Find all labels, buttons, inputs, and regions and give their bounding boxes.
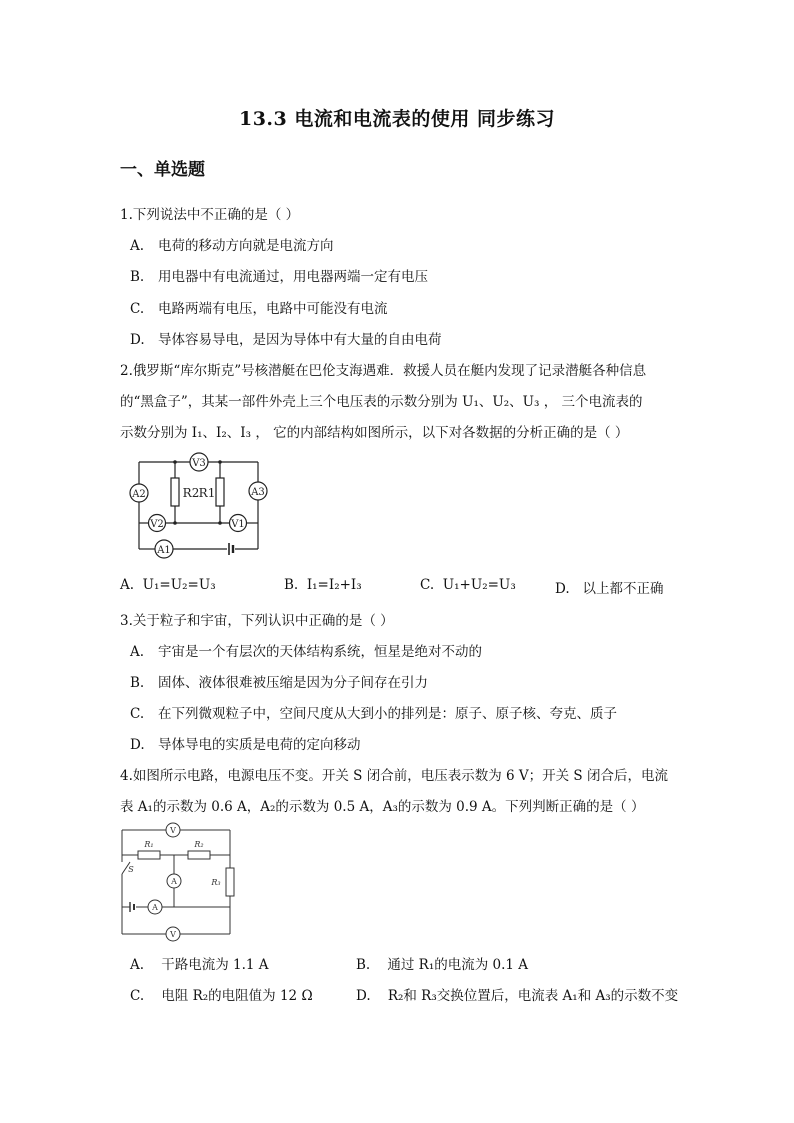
q4-meter-a-mid-label: A (171, 877, 177, 886)
option-text: 宇宙是一个有层次的天体结构系统，恒星是绝对不动的 (158, 644, 482, 660)
q2-stem-line3: 示数分别为 I₁、I₂、I₃ ， 它的内部结构如图所示，以下对各数据的分析正确的是（ ） (120, 425, 629, 441)
q2-option-a (120, 577, 216, 593)
meter-v1-label: V1 (231, 519, 245, 530)
q4-resistor-r3-label: R₃ (211, 878, 221, 887)
q3-option-a (130, 640, 482, 660)
q4-resistor-r1-label: R₁ (144, 840, 154, 849)
q2-option-d (555, 577, 664, 597)
option-text: I₁=I₂+I₃ (306, 577, 362, 593)
option-key: C. (130, 301, 145, 317)
q2-stem-line1: 2.俄罗斯“库尔斯克”号核潜艇在巴伦支海遇难．救援人员在艇内发现了记录潜艇各种信息 (120, 363, 647, 379)
option-key: A. (130, 238, 145, 254)
q3-stem: 3.关于粒子和宇宙，下列认识中正确的是（ ） (120, 613, 394, 629)
q2-circuit-diagram (125, 452, 275, 564)
q4-stem-line1: 4.如图所示电路，电源电压不变。开关 S 闭合前，电压表示数为 6 V；开关 S 闭合后，电流 (120, 768, 668, 784)
option-key: A. (130, 957, 145, 973)
q4-meter-v-top-label: V (170, 826, 176, 835)
option-text: 通过 R₁的电流为 0.1 A (387, 957, 529, 973)
option-text: U₁=U₂=U₃ (142, 577, 216, 593)
q4-resistor-r2-label: R₂ (194, 840, 204, 849)
option-text: 固体、液体很难被压缩是因为分子间存在引力 (158, 675, 428, 691)
option-text: 以上都不正确 (582, 581, 664, 597)
option-key: B. (130, 269, 145, 285)
q4-option-c (130, 984, 313, 1004)
option-text: R₂和 R₃交换位置后，电流表 A₁和 A₃的示数不变 (387, 988, 679, 1004)
q4-meter-v-bottom-label: V (170, 930, 176, 939)
meter-v3-label: V3 (192, 458, 206, 469)
q3-option-d (130, 733, 361, 753)
option-key: D. (555, 581, 570, 597)
q4-option-a (130, 953, 269, 973)
resistor-r1-label: R1 (198, 486, 216, 500)
option-key: D. (130, 737, 145, 753)
q4-meter-a-bottom-label: A (152, 903, 158, 912)
meter-v2-label: V2 (150, 519, 164, 530)
option-key: C. (420, 577, 435, 593)
option-key: D. (356, 988, 371, 1004)
resistor-r2-label: R2 (182, 486, 200, 500)
q4-stem-line2: 表 A₁的示数为 0.6 A，A₂的示数为 0.5 A，A₃的示数为 0.9 A。下列判断正确的是（ ） (120, 799, 645, 815)
option-text: 电荷的移动方向就是电流方向 (158, 238, 334, 254)
option-key: A. (130, 644, 145, 660)
q4-option-d (356, 984, 678, 1004)
option-key: A. (120, 577, 135, 593)
q1-option-b (130, 265, 428, 285)
option-key: C. (130, 706, 145, 722)
q3-option-b (130, 671, 428, 691)
option-text: 电路两端有电压，电路中可能没有电流 (158, 301, 388, 317)
option-key: C. (130, 988, 145, 1004)
q3-option-c (130, 702, 617, 722)
option-key: B. (284, 577, 299, 593)
q2-option-c (420, 577, 516, 593)
page-title: 13.3 电流和电流表的使用 同步练习 (238, 108, 555, 130)
q1-option-a (130, 234, 334, 254)
option-key: D. (130, 332, 145, 348)
option-text: 电阻 R₂的电阻值为 12 Ω (161, 988, 313, 1004)
q4-option-b (356, 953, 528, 973)
option-key: B. (356, 957, 371, 973)
q1-stem: 1.下列说法中不正确的是（ ） (120, 207, 300, 223)
meter-a1-label: A1 (157, 545, 171, 556)
q4-circuit-diagram (118, 822, 242, 944)
option-key: B. (130, 675, 145, 691)
section-heading: 一、单选题 (120, 160, 205, 180)
q2-option-b (284, 577, 362, 593)
meter-a3-label: A3 (251, 487, 265, 498)
q1-option-d (130, 328, 442, 348)
option-text: 在下列微观粒子中，空间尺度从大到小的排列是：原子、原子核、夸克、质子 (158, 706, 617, 722)
meter-a2-label: A2 (132, 489, 146, 500)
option-text: 干路电流为 1.1 A (161, 957, 269, 973)
q4-switch-label: S (128, 865, 134, 874)
q1-option-c (130, 297, 388, 317)
option-text: 导体容易导电，是因为导体中有大量的自由电荷 (158, 332, 442, 348)
option-text: 导体导电的实质是电荷的定向移动 (158, 737, 361, 753)
option-text: U₁+U₂=U₃ (442, 577, 516, 593)
option-text: 用电器中有电流通过，用电器两端一定有电压 (158, 269, 428, 285)
q2-stem-line2: 的“黑盒子”，其某一部件外壳上三个电压表的示数分别为 U₁、U₂、U₃ ， 三个电流表的 (120, 394, 643, 410)
